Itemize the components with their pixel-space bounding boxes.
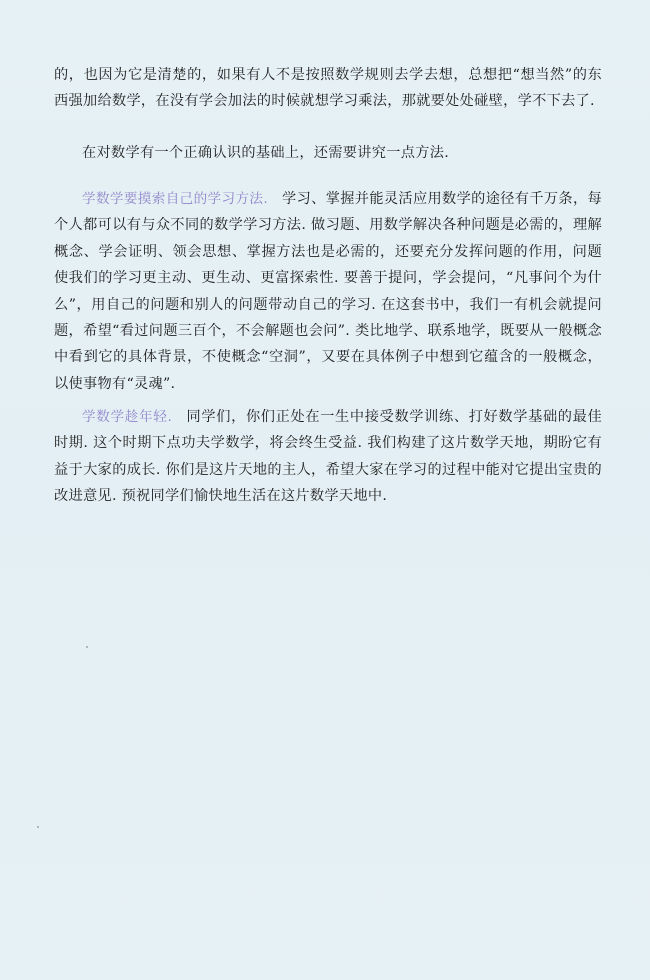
scan-speck xyxy=(86,646,88,648)
paragraph-1-text: 的，也因为它是清楚的，如果有人不是按照数学规则去学去想，总想把“想当然”的东西强加给数学，在没有学会加法的时候就想学习乘法，那就要处处碰壁，学不下去了. xyxy=(54,67,602,110)
section-lead-heading: 学数学趁年轻. xyxy=(82,409,173,425)
section-lead-heading: 学数学要摸索自己的学习方法. xyxy=(82,191,268,207)
scan-speck xyxy=(37,826,39,828)
paragraph-2-text: 在对数学有一个正确认识的基础上，还需要讲究一点方法. xyxy=(82,145,449,161)
paragraph-3-body: 学习、掌握并能灵活应用数学的途径有千万条，每个人都可以有与众不同的数学学习方法. 做习题、用数学解决各种问题是必需的，理解概念、学会证明、领会思想、掌握方法也是必需的，还要充分发挥问题的作用，问题使我们的学习更主动、更生动、更富探索性. 要善于提问，学会提问，“凡事问个为什么”，用自己的问题和别人的问题带动自己的学习. 在这套书中，我们一有机会就提问题，希望“看过问题三百个，不会解题也会问”. 类比地学、联系地学，既要从一般概念中看到它的具体背景，不使概念“空洞”，又要在具体例子中想到它蕴含的一般概念，以使事物有“灵魂”. xyxy=(54,191,602,392)
paragraph-learn-young xyxy=(54,404,602,510)
paragraph-learning-method xyxy=(54,186,602,397)
paragraph-method-intro xyxy=(54,140,602,166)
paragraph-4-body: 同学们，你们正处在一生中接受数学训练、打好数学基础的最佳时期. 这个时期下点功夫学数学，将会终生受益. 我们构建了这片数学天地，期盼它有益于大家的成长. 你们是这片天地的主人，希望大家在学习的过程中能对它提出宝贵的改进意见. 预祝同学们愉快地生活在这片数学天地中. xyxy=(54,409,603,505)
paragraph-continued xyxy=(54,62,602,115)
